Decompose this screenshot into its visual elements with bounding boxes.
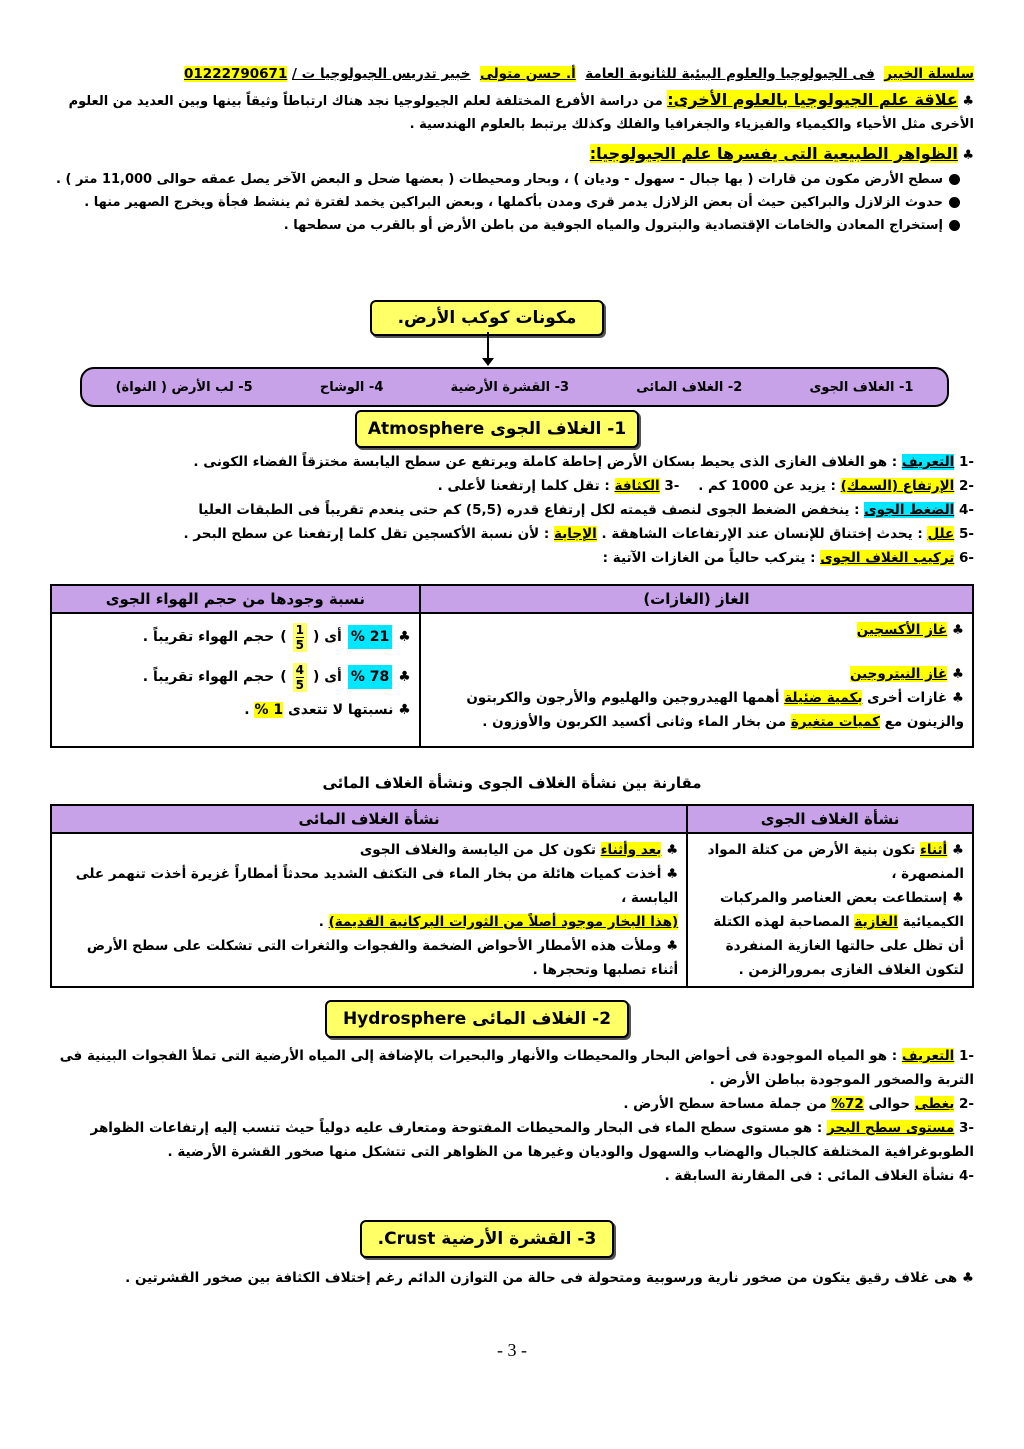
hyd-origin: -4 نشأة الغلاف المائى : فى المقارنة السابقة . <box>664 1168 974 1184</box>
atm-origin-header: نشأة الغلاف الجوى <box>687 805 973 833</box>
hydrosphere-title: 2- الغلاف المائى Hydrosphere <box>325 1000 629 1038</box>
bullet-dot-icon <box>949 220 960 231</box>
nitrogen-ratio: ♣ 78 % أى ( 4 5 ) حجم الهواء تقريباً . <box>142 662 411 692</box>
page-header <box>50 62 974 86</box>
hyd-origin-cell: ♣ بعد وأثناء تكون كل من اليابسة والغلاف الجوى ♣ أخذت كميات هائلة من بخار الماء فى التكثف الشديد محدثاً أمطاراً غزيرة أخذت تنهمر على اليابسة ، (هذا البخار موجود أصلاً من الثورات البركانية القديمة) . ♣ وملأت هذه الأمطار الأحواض الضخمة والفجوات والثغرات التى تشكلت على سطح الأرض أثناء تصلبها وتحجرها . <box>51 833 687 987</box>
component-item: 5- لب الأرض ( النواة) <box>115 379 253 395</box>
relation-title: علاقة علم الجيولوجيا بالعلوم الأخرى: <box>667 90 958 109</box>
phenomena-item: حدوث الزلازل والبراكين حيث أن بعض الزلازل يدمر قرى ومدن بأكملها ، وبعض البراكين يخمد لفترة ثم ينشط فجأة ويخرج الصهير منها . <box>50 191 974 214</box>
hyd-covers: -2 يغطى حوالى 72% من جملة مساحة سطح الأرض . <box>623 1096 974 1112</box>
comparison-title: مقارنة بين نشأة الغلاف الجوى ونشأة الغلاف المائى <box>322 774 702 792</box>
atm-definition: -1 التعريف : هو الغلاف الغازى الذى يحيط بسكان الأرض إحاطة كاملة ويرتفع عن سطح اليابسة مختزقاً الفضاء الكونى . <box>193 454 974 470</box>
others-row: ♣ غازات أخرى بكمية ضئيلة أهمها الهيدروجين والهليوم والأرجون والكربتون والزينون مع كميات متغيرة من بخار الماء وثانى أكسيد الكربون والأوزون . <box>466 690 964 730</box>
oxygen-fraction: 1 5 <box>293 623 307 652</box>
hyd-origin-header: نشأة الغلاف المائى <box>51 805 687 833</box>
component-item: 2- الغلاف المائى <box>636 379 743 395</box>
ratio-cell <box>51 613 420 747</box>
gas-cell <box>420 613 973 747</box>
phenomena-section <box>50 142 974 237</box>
oxygen-ratio: ♣ 21 % أى ( 1 5 ) حجم الهواء تقريباً . <box>142 622 411 652</box>
bullet-dot-icon <box>949 197 960 208</box>
atm-origin-cell: ♣ أثناء تكون بنية الأرض من كتلة المواد المنصهرة ، ♣ إستطاعت بعض العناصر والمركبات الكيميائية الغازية المصاحبة لهذه الكتلة أن تظل على حالتها الغازية المنفردة لتكون الغلاف الغازى بمرورالزمن . <box>687 833 973 987</box>
hydrosphere-section <box>50 1044 974 1188</box>
nitrogen-fraction: 4 5 <box>293 663 307 692</box>
teacher-name: أ. حسن متولى <box>479 66 576 82</box>
phenomena-item: إستخراج المعادن والخامات الإقتصادية والبترول والمياه الجوفية من باطن الأرض أو بالقرب من سطحها . <box>50 214 974 237</box>
component-item: 4- الوشاح <box>319 379 384 395</box>
phenomena-item: سطح الأرض مكون من قارات ( بها جبال - سهول - وديان ) ، وبحار ومحيطات ( بعضها ضحل و البعض الآخر يصل عمقه حوالى 11,000 متر ) . <box>50 168 974 191</box>
component-item: 1- الغلاف الجوى <box>809 379 914 395</box>
component-item: 3- القشرة الأرضية <box>450 379 570 395</box>
crust-text: ♣ هى غلاف رقيق يتكون من صخور نارية ورسوبية ومتحولة فى حالة من التوازن الدائم رغم إختلاف الكثافة بين صخور القشرتين . <box>125 1270 974 1286</box>
teacher-role: خبير تدريس الجيولوجيا ت / <box>292 66 471 82</box>
relation-text: من دراسة الأفرع المختلفة لعلم الجيولوجيا نجد هناك ارتباطاً وثيقاً بينها وبين العديد من العلوم الأخرى مثل الأحياء والكيمياء والفيزياء والجغرافيا والفلك وكذلك يرتبط بالعلوم الهندسية . <box>68 94 974 132</box>
nitrogen-row: ♣ غاز النيتروجين <box>850 666 964 682</box>
atm-height-density: -2 الإرتفاع (السمك) : يزيد عن 1000 كم . -3 الكثافة : تقل كلما إرتفعنا لأعلى . <box>437 478 974 494</box>
phenomena-title: الظواهر الطبيعية التى يفسرها علم الجيولوجيا: <box>589 144 958 163</box>
club-icon: ♣ <box>962 148 974 163</box>
atmosphere-title: 1- الغلاف الجوى Atmosphere <box>355 410 639 448</box>
crust-title: 3- القشرة الأرضية Crust. <box>360 1220 614 1258</box>
atm-why: -5 علل : يحدث إختناق للإنسان عند الإرتفاعات الشاهقة . الإجابة : لأن نسبة الأكسجين تقل كلما إرتفعنا عن سطح البحر . <box>183 526 974 542</box>
subject-text: فى الجيولوجيا والعلوم البيئية للثانوية العامة <box>585 66 875 82</box>
page-number: - 3 - <box>497 1340 527 1360</box>
components-title: مكونات كوكب الأرض. <box>370 300 604 336</box>
hyd-definition: -1 التعريف : هو المياه الموجودة فى أحواض البحار والمحيطات والأنهار والبحيرات بالإضافة إلى المياه الأرضية التى تملأ الفجوات البينية فى التربة والصخور الموجودة بباطن الأرض . <box>59 1048 974 1088</box>
hyd-sealevel: -3 مستوى سطح البحر : هو مستوى سطح الماء فى البحار والمحيطات المفتوحة ومتعارف عليه دولياً حيث تنسب إليه إرتفاعات الظواهر الطوبوغرافية المختلفة كالجبال والهضاب والسهول والوديان وغيرها من الظواهر التى تتشكل منها صخور القشرة الأرضية . <box>90 1120 974 1160</box>
oxygen-row: ♣ غاز الأكسجين <box>856 622 964 638</box>
phone-number: 01222790671 <box>184 66 288 82</box>
comparison-table <box>50 804 974 988</box>
gas-table <box>50 584 974 748</box>
atm-composition: -6 تركيب الغلاف الجوى : يتركب حالياً من الغازات الآتية : <box>602 550 974 566</box>
gas-header: الغاز (الغازات) <box>420 585 973 613</box>
ratio-header: نسبة وجودها من حجم الهواء الجوى <box>51 585 420 613</box>
atm-pressure: -4 الضغط الجوى : ينخفض الضغط الجوى لنصف قيمته لكل إرتفاع قدره (5,5) كم حتى ينعدم تقريباً فى الطبقات العليا <box>198 502 974 518</box>
components-bar <box>80 367 949 407</box>
bullet-dot-icon <box>949 174 960 185</box>
others-ratio: ♣ نسبتها لا تتعدى 1 % . <box>244 702 411 718</box>
relation-paragraph <box>50 88 974 136</box>
atmosphere-section <box>50 450 974 570</box>
series-name: سلسلة الخبير <box>884 66 974 82</box>
down-arrow-icon <box>487 332 489 362</box>
club-icon: ♣ <box>962 94 974 109</box>
